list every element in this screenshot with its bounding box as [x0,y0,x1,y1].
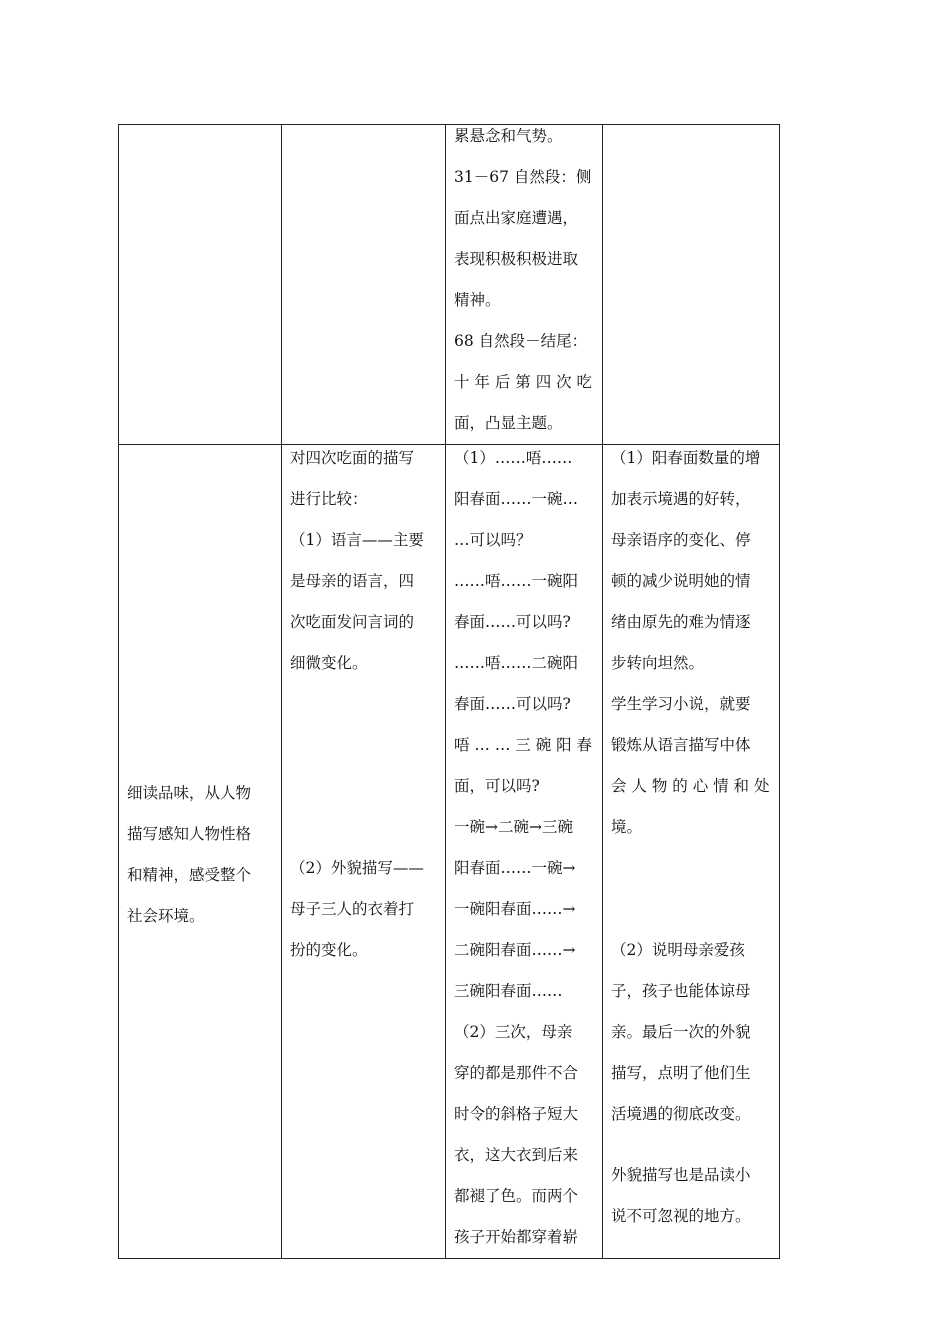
text-line: 锻炼从语言描写中体 [611,736,751,754]
table-cell-r2-c3 [446,445,603,1259]
lesson-plan-table [118,124,780,1259]
text-line: 十 年 后 第 四 次 吃 [454,373,593,391]
text-line: 穿的都是那件不合 [454,1064,579,1082]
text-line: 时令的斜格子短大 [454,1105,579,1123]
text-line: 唔 … … 三 碗 阳 春 [454,736,593,754]
cell-text-block [290,438,441,684]
cell-text-block [611,930,775,1135]
text-line: 春面……可以吗? [454,613,571,631]
cell-text-block [290,848,441,971]
text-line: 对四次吃面的描写 [290,449,415,467]
text-line: 描写，点明了他们生 [611,1064,751,1082]
text-line: 顿的减少说明她的情 [611,572,751,590]
text-line: ……唔……二碗阳 [454,654,579,672]
text-line: 都褪了色。而两个 [454,1187,579,1205]
text-line: 绪由原先的难为情逐 [611,613,751,631]
text-line: 68 自然段－结尾： [454,332,588,350]
text-line: 境。 [611,818,643,836]
text-line: 面，凸显主题。 [454,414,563,432]
cell-text-block [454,116,598,444]
text-line: 阳春面……一碗→ [454,859,576,877]
text-line: 加表示境遇的好转， [611,490,751,508]
text-line: 31－67 自然段：侧 [454,168,592,186]
text-line: 面点出家庭遭遇， [454,209,579,227]
table-cell-r1-c2 [282,125,446,445]
table-cell-r1-c4 [603,125,780,445]
table-cell-r2-c4 [603,445,780,1259]
text-line: （2）三次，母亲 [454,1023,573,1041]
text-line: （1）语言——主要 [290,531,424,549]
table-cell-r2-c1 [119,445,282,1259]
text-line: 外貌描写也是品读小 [611,1166,751,1184]
table-row [119,125,780,445]
cell-text-block [611,1155,775,1237]
text-line: 孩子开始都穿着崭 [454,1228,579,1246]
text-line: 面，可以吗? [454,777,540,795]
text-line: 细读品味，从人物 [127,784,252,802]
text-line: 子，孩子也能体谅母 [611,982,751,1000]
text-line: 会 人 物 的 心 情 和 处 [611,777,770,795]
table-cell-r1-c3 [446,125,603,445]
text-line: 亲。最后一次的外貌 [611,1023,751,1041]
text-line: 步转向坦然。 [611,654,705,672]
text-line: 社会环境。 [127,907,205,925]
cell-text-block [611,438,775,848]
text-line: （1）……唔…… [454,449,573,467]
text-line: 和精神，感受整个 [127,866,252,884]
table-row [119,445,780,1259]
text-line: 说不可忽视的地方。 [611,1207,751,1225]
text-line: 阳春面……一碗… [454,490,579,508]
text-line: 次吃面发问言词的 [290,613,415,631]
text-line: 进行比较： [290,490,368,508]
text-line: 一碗→二碗→三碗 [454,818,573,836]
text-line: 春面……可以吗? [454,695,571,713]
text-line: 母亲语序的变化、停 [611,531,751,549]
text-line: ……唔……一碗阳 [454,572,579,590]
table-cell-r2-c2 [282,445,446,1259]
text-line: 二碗阳春面……→ [454,941,576,959]
text-line: 活境遇的彻底改变。 [611,1105,751,1123]
text-line: 学生学习小说，就要 [611,695,751,713]
text-line: 表现积极积极进取 [454,250,579,268]
text-line: 三碗阳春面…… [454,982,563,1000]
text-line: 是母亲的语言，四 [290,572,415,590]
text-line: 一碗阳春面……→ [454,900,576,918]
cell-text-block [454,438,598,1258]
cell-text-block [127,773,277,937]
text-line: （2）说明母亲爱孩 [611,941,745,959]
text-line: （2）外貌描写—— [290,859,424,877]
text-line: …可以吗？ [454,531,532,549]
text-line: 精神。 [454,291,501,309]
text-line: 细微变化。 [290,654,368,672]
table-cell-r1-c1 [119,125,282,445]
text-line: 扮的变化。 [290,941,368,959]
text-line: 描写感知人物性格 [127,825,252,843]
text-line: 累悬念和气势。 [454,127,563,145]
text-line: 母子三人的衣着打 [290,900,415,918]
text-line: 衣，这大衣到后来 [454,1146,579,1164]
text-line: （1）阳春面数量的增 [611,449,761,467]
